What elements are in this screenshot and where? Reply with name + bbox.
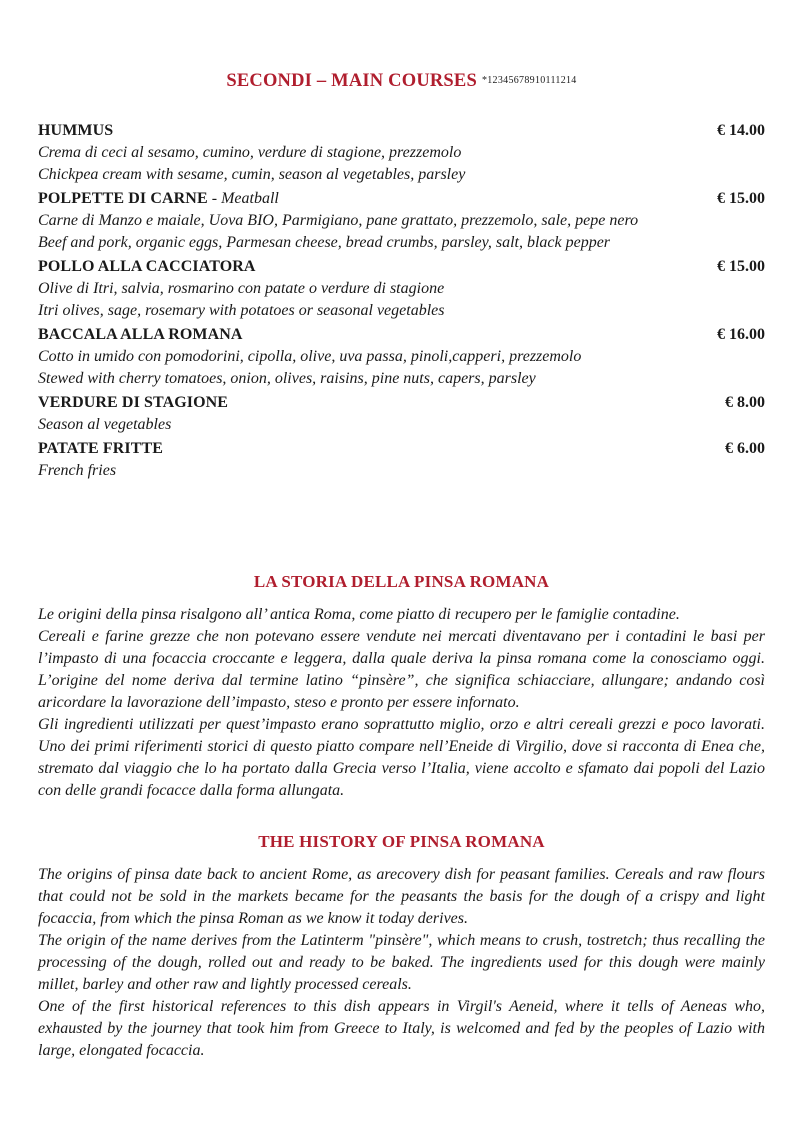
story-english-text bbox=[38, 864, 765, 1062]
item-description-english: French fries bbox=[38, 462, 117, 479]
story-italian-text bbox=[38, 604, 765, 802]
item-name: POLLO ALLA CACCIATORA bbox=[38, 258, 256, 275]
item-head bbox=[38, 188, 765, 210]
item-description-italian: Cotto in umido con pomodorini, cipolla, olive, uva passa, pinoli,capperi, prezzemolo bbox=[38, 348, 582, 365]
item-description-english: Chickpea cream with sesame, cumin, season al vegetables, parsley bbox=[38, 166, 466, 183]
story-italian-paragraph: Cereali e farine grezze che non potevano essere vendute nei mercati diventavano per i contadini le basi per l’impasto di una focaccia croccante e leggera, dalla quale deriva la pinsa romana come la conosciamo oggi. L’origine del nome deriva dal termine latino “pinsère”, che significa schiacciare, allungare; andando così aricordare la lavorazione dell’impasto, steso e pronto per essere infornato. bbox=[38, 628, 765, 711]
item-description-italian: Crema di ceci al sesamo, cumino, verdure di stagione, prezzemolo bbox=[38, 144, 462, 161]
item-description-english: Beef and pork, organic eggs, Parmesan cheese, bread crumbs, parsley, salt, black pepper bbox=[38, 234, 611, 251]
story-english-paragraph: The origin of the name derives from the Latinterm "pinsère", which means to crush, tostretch; thus recalling the processing of the dough, rolled out and ready to be baked. The ingredients used for this dough were mainly millet, barley and other raw and lightly processed cereals. bbox=[38, 932, 765, 993]
item-title bbox=[38, 120, 717, 142]
menu-item-patate bbox=[38, 438, 765, 482]
item-price: € 14.00 bbox=[717, 122, 765, 139]
item-price: € 15.00 bbox=[717, 190, 765, 207]
item-description-italian: Carne di Manzo e maiale, Uova BIO, Parmigiano, pane grattato, prezzemolo, sale, pepe nero bbox=[38, 212, 639, 229]
item-name: PATATE FRITTE bbox=[38, 440, 164, 457]
menu-items bbox=[38, 120, 765, 482]
item-title bbox=[38, 438, 725, 460]
item-description-english: Stewed with cherry tomatoes, onion, olives, raisins, pine nuts, capers, parsley bbox=[38, 370, 536, 387]
item-description-italian: Olive di Itri, salvia, rosmarino con patate o verdure di stagione bbox=[38, 280, 445, 297]
story-english-heading: THE HISTORY OF PINSA ROMANA bbox=[258, 832, 545, 851]
item-description-english: Season al vegetables bbox=[38, 416, 172, 433]
item-price: € 16.00 bbox=[717, 326, 765, 343]
story-italian-heading: LA STORIA DELLA PINSA ROMANA bbox=[253, 572, 550, 591]
item-name: BACCALA ALLA ROMANA bbox=[38, 326, 243, 343]
section-title-note: *12345678910111214 bbox=[481, 75, 577, 86]
item-head bbox=[38, 120, 765, 142]
menu-item-pollo bbox=[38, 256, 765, 322]
item-price: € 8.00 bbox=[725, 394, 765, 411]
item-price: € 15.00 bbox=[717, 258, 765, 275]
menu-item-polpette bbox=[38, 188, 765, 254]
item-suffix: - Meatball bbox=[207, 190, 279, 207]
item-title bbox=[38, 188, 717, 210]
menu-item-hummus bbox=[38, 120, 765, 186]
menu-item-baccala bbox=[38, 324, 765, 390]
section-title: SECONDI – MAIN COURSES bbox=[226, 71, 477, 91]
story-italian-paragraph: Gli ingredienti utilizzati per quest’impasto erano soprattutto miglio, orzo e altri cereali grezzi e poco lavorati. Uno dei primi riferimenti storici di questo piatto compare nell’Eneide di Virgilio, dove si racconta di Enea che, stremato dal viaggio che lo ha portato dalla Grecia verso l’Italia, viene accolto e sfamato dai popoli del Lazio con delle grandi focacce dalla forma allungata. bbox=[38, 716, 765, 799]
item-head bbox=[38, 392, 765, 414]
item-title bbox=[38, 392, 725, 414]
story-english-paragraph: One of the first historical references to this dish appears in Virgil's Aeneid, where it tells of Aeneas who, exhausted by the journey that took him from Greece to Italy, is welcomed and fed by the peoples of Lazio with large, elongated focaccia. bbox=[38, 998, 765, 1059]
item-head bbox=[38, 438, 765, 460]
menu-item-verdure bbox=[38, 392, 765, 436]
item-price: € 6.00 bbox=[725, 440, 765, 457]
story-italian-paragraph: Le origini della pinsa risalgono all’ antica Roma, come piatto di recupero per le famiglie contadine. bbox=[38, 606, 680, 623]
item-title bbox=[38, 324, 717, 346]
item-head bbox=[38, 256, 765, 278]
item-name: VERDURE DI STAGIONE bbox=[38, 394, 229, 411]
item-title bbox=[38, 256, 717, 278]
item-name: POLPETTE DI CARNE bbox=[38, 190, 208, 207]
story-english-paragraph: The origins of pinsa date back to ancient Rome, as arecovery dish for peasant families. Cereals and raw flours that could not be sold in the markets became for the peasants the basis for the dough of a crispy and light focaccia, from which the pinsa Roman as we know it today derives. bbox=[38, 866, 765, 927]
section-title-line bbox=[38, 70, 765, 93]
item-description-english: Itri olives, sage, rosemary with potatoes or seasonal vegetables bbox=[38, 302, 445, 319]
item-head bbox=[38, 324, 765, 346]
item-name: HUMMUS bbox=[38, 122, 114, 139]
